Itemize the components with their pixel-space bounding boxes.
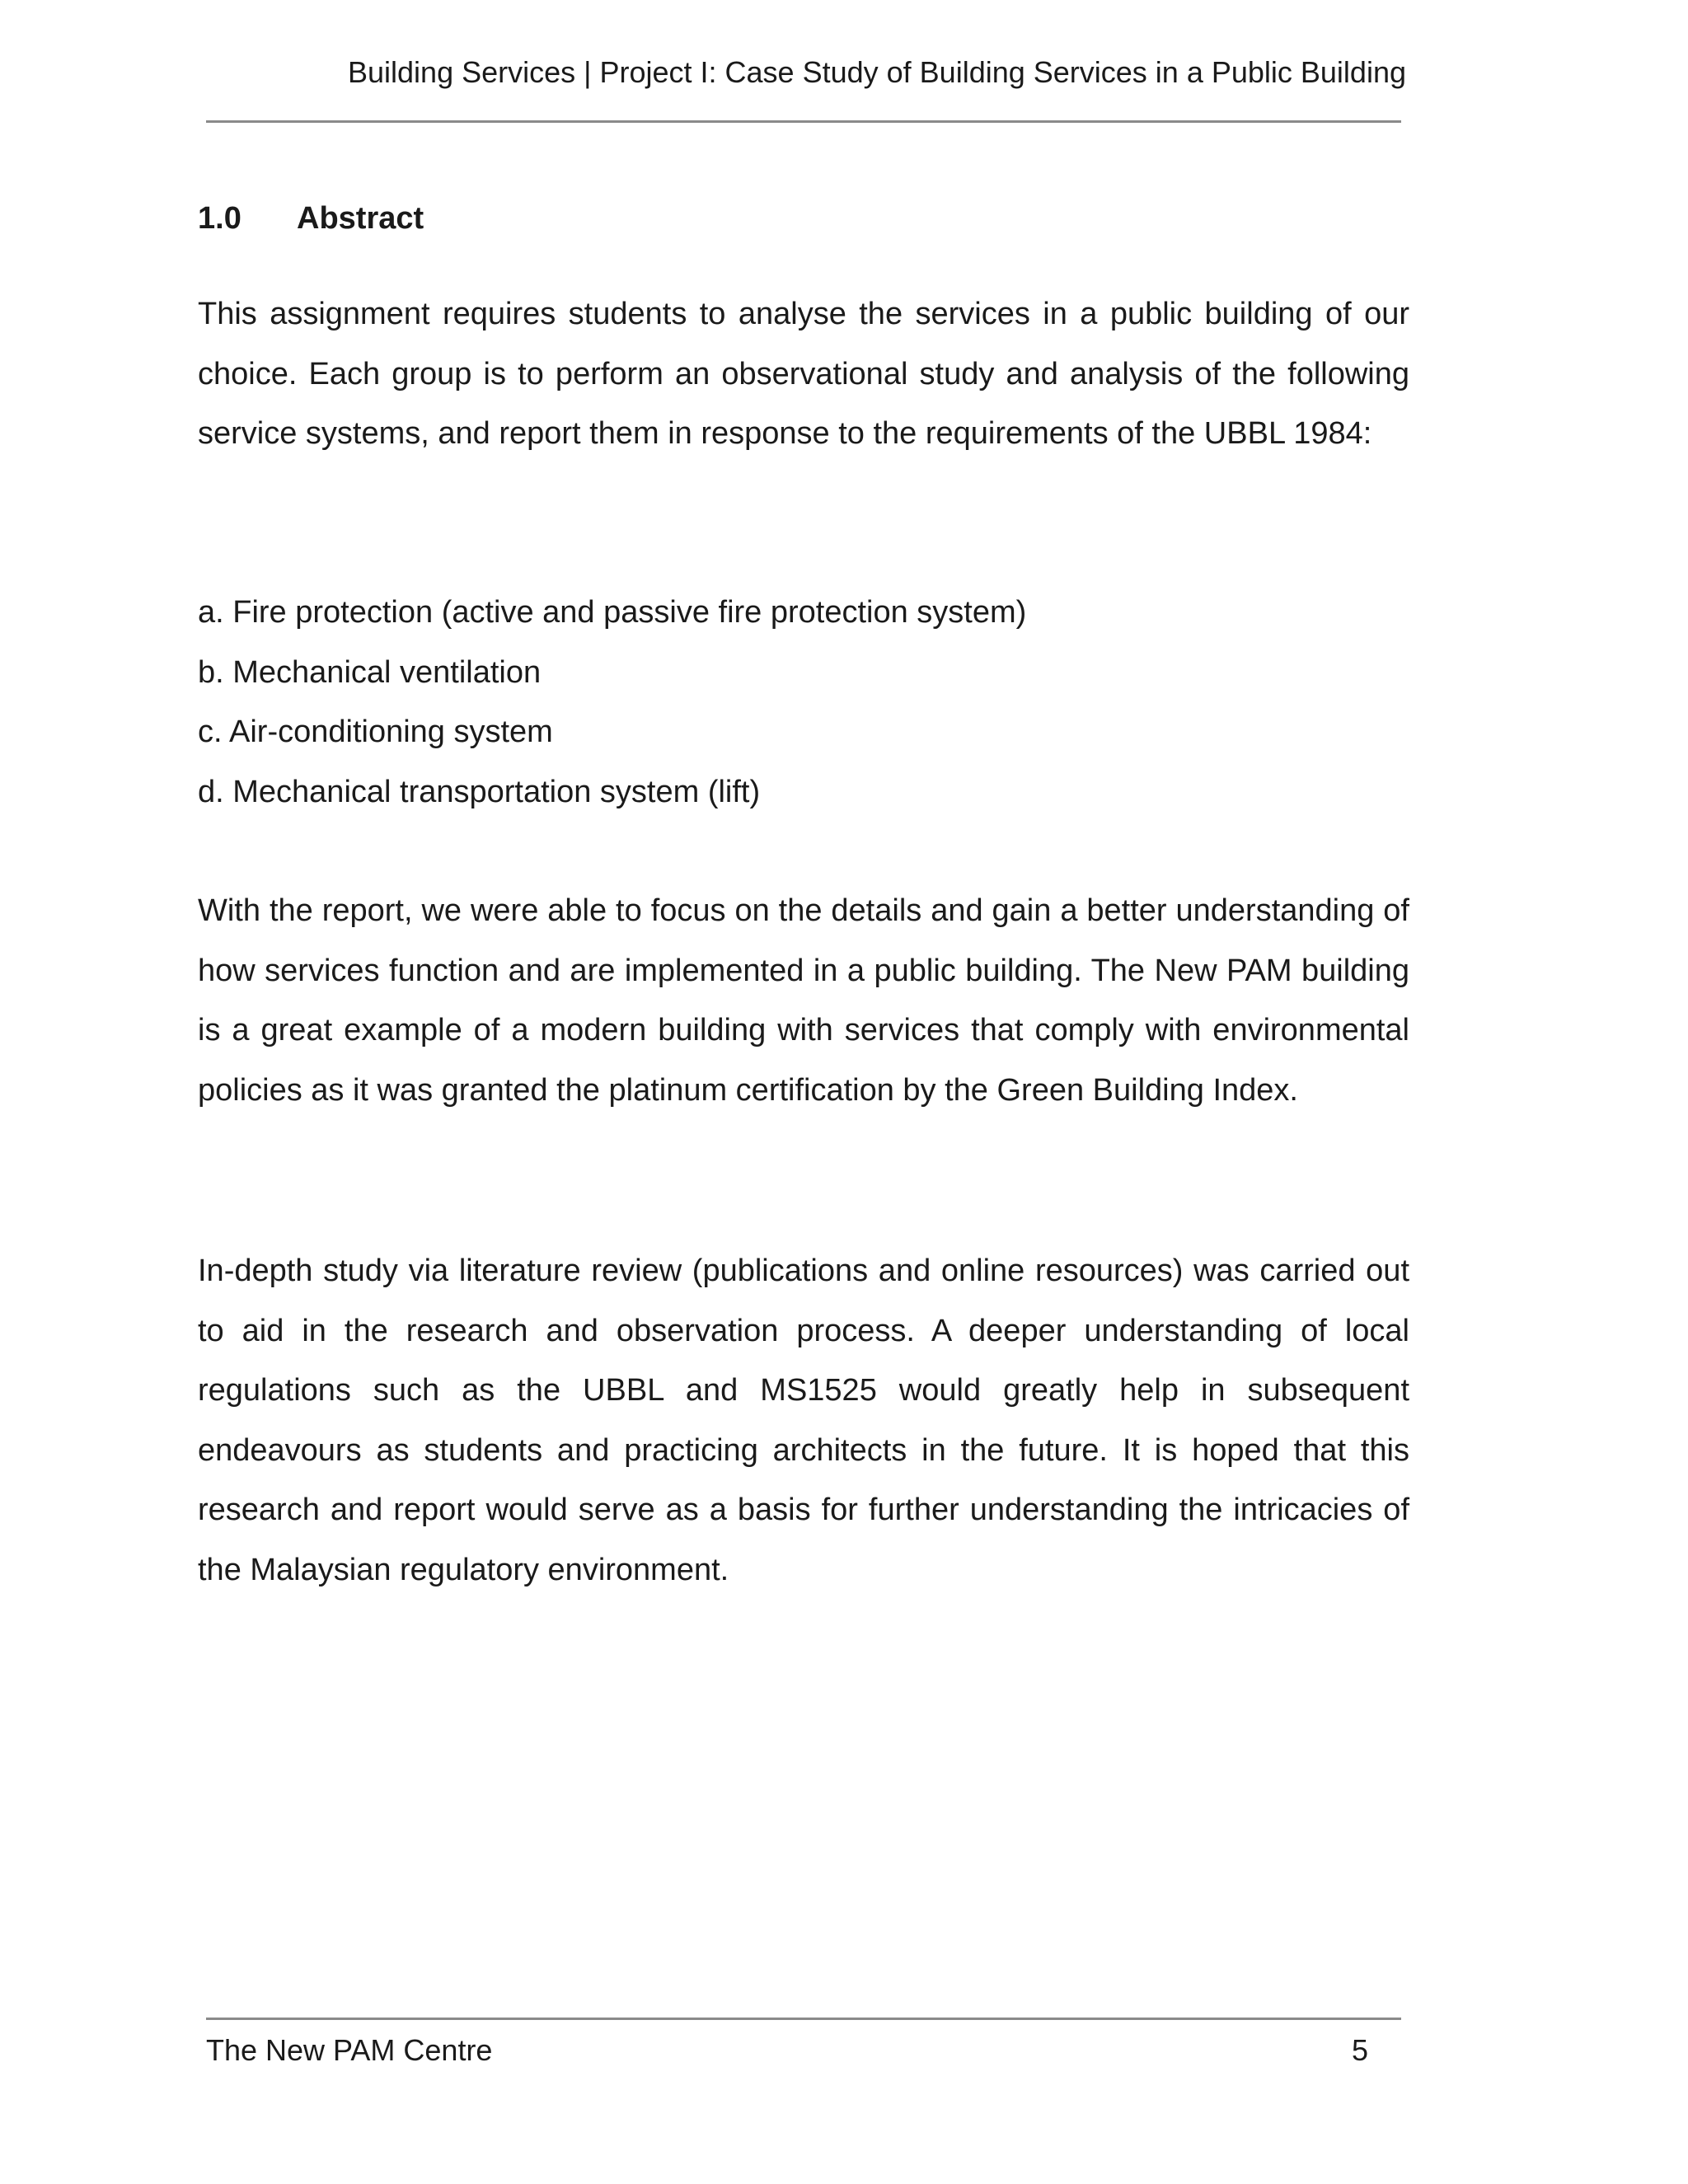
footer-divider <box>206 2018 1401 2020</box>
list-item: a. Fire protection (active and passive fire protection system) <box>198 595 1027 630</box>
header-divider <box>206 120 1401 123</box>
section-number: 1.0 <box>198 201 241 236</box>
list-item: c. Air-conditioning system <box>198 715 553 749</box>
service-systems-list <box>198 583 1026 822</box>
intro-paragraph: This assignment requires students to analyse the services in a public building of our choice. Each group is to perform an observational study and analysis of the following service systems, and report them in response to the requirements of the UBBL 1984: <box>198 297 1409 451</box>
page-number: 5 <box>1352 2033 1369 2067</box>
list-item: d. Mechanical transportation system (lift) <box>198 774 761 809</box>
footer-building-name: The New PAM Centre <box>206 2033 493 2067</box>
list-item: b. Mechanical ventilation <box>198 654 542 690</box>
study-paragraph: In-depth study via literature review (publications and online resources) was carried out to aid in the research and observation process. A deeper understanding of local regulations such as the UBBL and MS1525 would greatly help in subsequent endeavours as students and practicing architects in the future. It is hoped that this research and report would serve as a basis for further understanding the intricacies of the Malaysian regulatory environment. <box>198 1254 1409 1587</box>
running-header: Building Services | Project I: Case Study of Building Services in a Public Building <box>348 55 1406 89</box>
section-heading <box>198 199 424 237</box>
section-title: Abstract <box>297 201 424 236</box>
report-paragraph: With the report, we were able to focus on the details and gain a better understanding of how services function and are implemented in a public building. The New PAM building is a great example of a modern building with services that comply with environmental policies as it was granted the platinum certification by the Green Building Index. <box>198 893 1409 1108</box>
